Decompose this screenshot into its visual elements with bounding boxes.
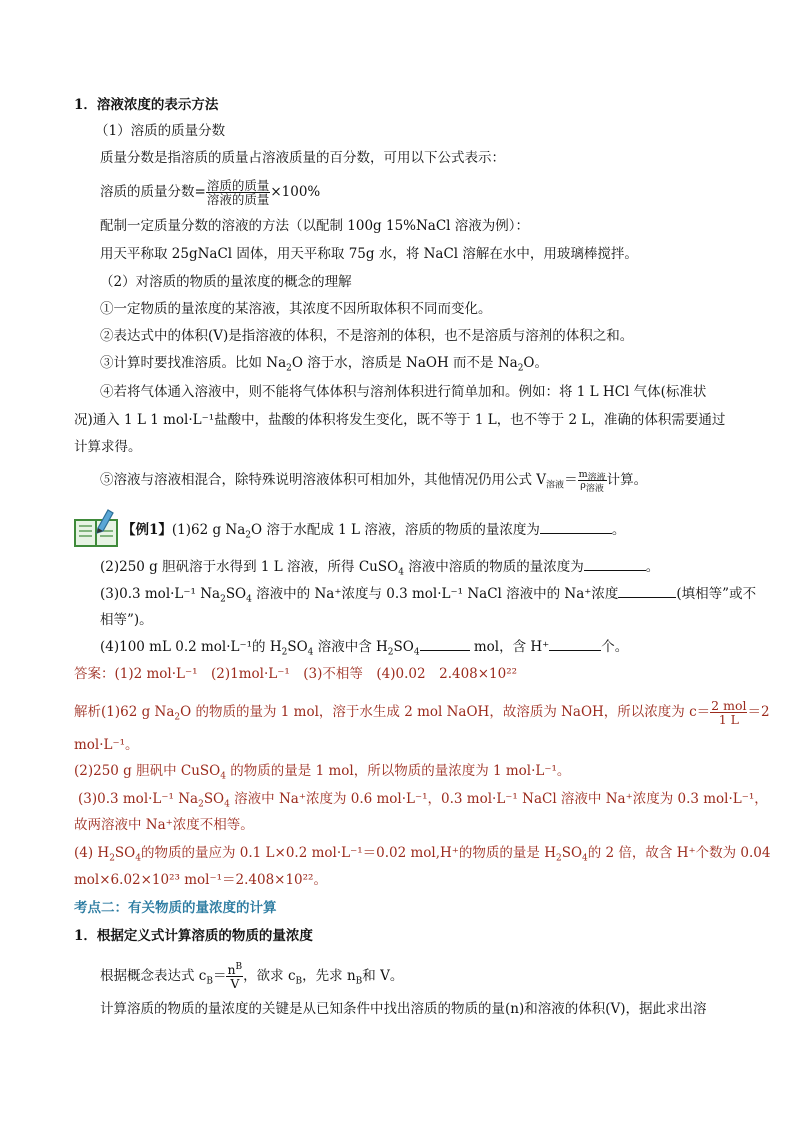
mass-fraction-formula: 溶质的质量分数= $\frac{\text{溶质的质量}}{\text{溶液的质量}}$ ×100% — [100, 178, 321, 207]
open-book-pencil-icon — [74, 508, 118, 548]
analysis-4-cont: mol×6.02×10²³ mol⁻¹＝2.408×10²²。 — [74, 872, 327, 888]
paragraph: 用天平称取 25gNaCl 固体，用天平称取 75g 水，将 NaCl 溶解在水中，用玻璃棒搅拌。 — [100, 246, 638, 262]
point-5: ⑤溶液与溶液相混合，除特殊说明溶液体积可相加外，其他情况仍用公式 $V_{溶液}=$ $\frac{m_{溶液}}{\rho_{溶液}}$ 计算。 — [100, 469, 648, 494]
point-1: ①一定物质的量浓度的某溶液，其浓度不因所取体积不同而变化。 — [100, 301, 492, 317]
fraction: $\frac{n^B}{V}$ — [227, 961, 243, 991]
paragraph: 计算溶质的物质的量浓度的关键是从已知条件中找出溶质的物质的量(n)和溶液的体积(V)，据此求出溶 — [100, 1001, 707, 1017]
subheading-concentration: （2）对溶质的物质的量浓度的概念的理解 — [100, 274, 352, 290]
analysis-2: (2)250 g 胆矾中 CuSO$_4$ 的物质的量是 1 mol，所以物质的量浓度为 1 mol·L⁻¹。 — [74, 763, 571, 782]
paragraph: 质量分数是指溶质的质量占溶液质量的百分数，可用以下公式表示： — [100, 150, 505, 166]
paragraph: 配制一定质量分数的溶液的方法（以配制 100g 15%NaCl 溶液为例）： — [100, 218, 530, 234]
volume-fraction: $\frac{m_{溶液}}{\rho_{溶液}}$ — [578, 469, 606, 494]
analysis-4: (4) $H_2SO_4$的物质的量应为 0.1 L×0.2 mol·L⁻¹＝0.02 mol,H⁺的物质的量是 $H_2SO_4$的 2 倍，故含 H⁺个数为 0.04 — [74, 845, 771, 864]
fraction: $\frac{\text{溶质的质量}}{\text{溶液的质量}}$ — [206, 178, 270, 207]
section-title: 1．溶液浓度的表示方法 — [74, 97, 219, 113]
definition-formula: 根据概念表达式 $c_B=$ $\frac{n^B}{V}$ ，欲求 $c_B$，先求 $n_B$和 V。 — [100, 961, 404, 991]
answer-blank — [549, 637, 601, 651]
point-4-line-1: ④若将气体通入溶液中，则不能将气体体积与溶剂体积进行简单加和。例如：将 1 L HCl 气体(标准状 — [100, 384, 707, 400]
section-title: 1．根据定义式计算溶质的物质的量浓度 — [74, 928, 313, 944]
example-question-3: (3)0.3 mol·L⁻¹ $Na_2SO_4$ 溶液中的 Na⁺浓度与 0.3 mol·L⁻¹ NaCl 溶液中的 Na⁺浓度 (填相等”或不 — [100, 586, 757, 605]
answer-blank — [618, 584, 676, 598]
analysis-1-cont: mol·L⁻¹。 — [74, 737, 139, 753]
point-3: ③计算时要找准溶质。比如 $Na_2O$ 溶于水，溶质是 NaOH 而不是 $Na_2O$。 — [100, 355, 548, 374]
subheading-mass-fraction: （1）溶质的质量分数 — [95, 123, 226, 139]
answer-blank — [540, 520, 612, 534]
example-question-3-cont: 相等”)。 — [100, 612, 153, 628]
answer: 答案：(1)2 mol·L⁻¹ (2)1mol·L⁻¹ (3)不相等 (4)0.02 2.408×10²² — [74, 666, 518, 682]
example-question-2: (2)250 g 胆矾溶于水得到 1 L 溶液，所得 CuSO$_4$ 溶液中溶质的物质的量浓度为 。 — [100, 559, 660, 578]
example-question-4: (4)100 mL 0.2 mol·L⁻¹的 $H_2SO_4$ 溶液中含 $H_2SO_4$ mol，含 H⁺ 个。 — [100, 639, 629, 658]
analysis-3: (3)0.3 mol·L⁻¹ $Na_2SO_4$ 溶液中 Na⁺浓度为 0.6 mol·L⁻¹，0.3 mol·L⁻¹ NaCl 溶液中 Na⁺浓度为 0.3 mol·L⁻¹， — [78, 791, 768, 810]
section-heading: 考点二：有关物质的量浓度的计算 — [74, 900, 277, 916]
answer-blank — [420, 637, 470, 651]
example-question-1: 【例1】(1)62 g $Na_2O$ 溶于水配成 1 L 溶液，溶质的物质的量浓度为 。 — [122, 522, 626, 541]
analysis-3-cont: 故两溶液中 Na⁺浓度不相等。 — [74, 817, 254, 833]
point-4-line-2: 况)通入 1 L 1 mol·L⁻¹盐酸中，盐酸的体积将发生变化，既不等于 1 L，也不等于 2 L，准确的体积需要通过 — [74, 412, 726, 428]
point-4-line-3: 计算求得。 — [74, 439, 142, 455]
point-2: ②表达式中的体积(V)是指溶液的体积，不是溶剂的体积，也不是溶质与溶剂的体积之和。 — [100, 328, 634, 344]
example-label: 【例1】 — [122, 522, 172, 538]
answer-blank — [584, 557, 646, 571]
fraction: $\frac{\text{2 mol}}{1 L}$ — [711, 698, 747, 727]
analysis-1: 解析(1)62 g $Na_2O$ 的物质的量为 1 mol，溶于水生成 2 mol NaOH，故溶质为 NaOH，所以浓度为 c＝ $\frac{\text{2 mol}}{1 L}$ ＝2 — [74, 698, 770, 727]
